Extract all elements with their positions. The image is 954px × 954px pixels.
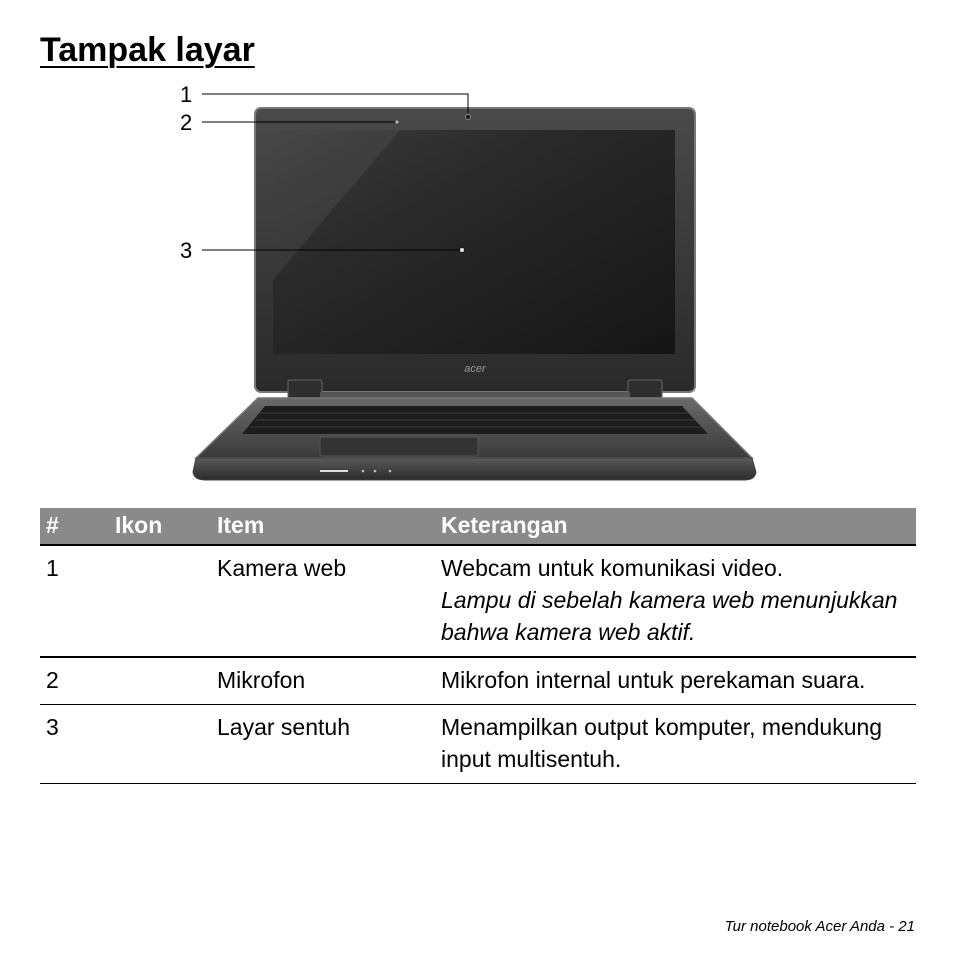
hinge-left <box>288 380 322 400</box>
laptop-front-view-figure <box>170 80 780 490</box>
component-table <box>40 508 916 784</box>
laptop-illustration <box>170 80 780 490</box>
table-row <box>40 545 916 657</box>
microphone-dot <box>396 121 399 124</box>
page-footer: Tur notebook Acer Anda - 21 <box>724 918 915 935</box>
row-number: 3 <box>40 705 109 784</box>
callout-number-1: 1 <box>180 82 193 107</box>
row-number: 1 <box>40 545 109 657</box>
row-item: Mikrofon <box>211 657 435 705</box>
header-description: Keterangan <box>435 508 916 545</box>
row-icon <box>109 705 211 784</box>
description-text: Webcam untuk komunikasi video. <box>441 555 784 581</box>
description-note: Lampu di sebelah kamera web menunjukkan bahwa kamera web aktif. <box>441 587 898 645</box>
row-item: Kamera web <box>211 545 435 657</box>
callout-number-2: 2 <box>180 110 193 135</box>
brand-logo: acer <box>464 363 486 375</box>
table-row <box>40 657 916 705</box>
table-row <box>40 705 916 784</box>
header-icon: Ikon <box>109 508 211 545</box>
callout-number-3: 3 <box>180 238 193 263</box>
row-description: Mikrofon internal untuk perekaman suara. <box>435 657 916 705</box>
row-number: 2 <box>40 657 109 705</box>
row-description <box>435 545 916 657</box>
touchpad <box>320 437 478 456</box>
front-edge <box>193 458 756 480</box>
webcam-dot <box>466 115 471 120</box>
page-title: Tampak layar <box>40 31 255 69</box>
table-header-row <box>40 508 916 545</box>
header-item: Item <box>211 508 435 545</box>
row-description: Menampilkan output komputer, mendukung input multisentuh. <box>435 705 916 784</box>
hinge-right <box>628 380 662 400</box>
row-item: Layar sentuh <box>211 705 435 784</box>
row-icon <box>109 545 211 657</box>
row-icon <box>109 657 211 705</box>
header-number: # <box>40 508 109 545</box>
